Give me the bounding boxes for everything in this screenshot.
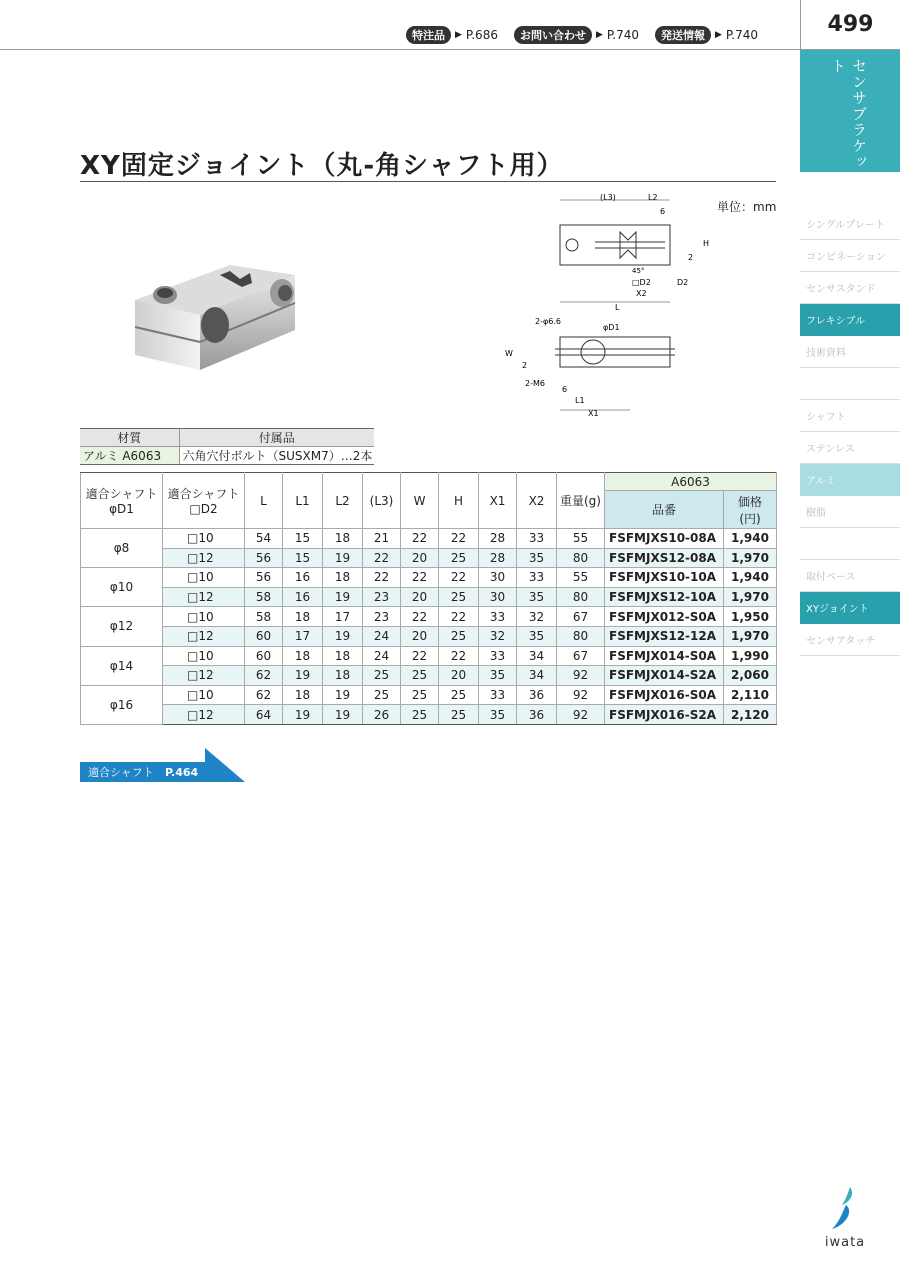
cell-price: 1,970 <box>724 626 777 646</box>
cell-value: 32 <box>479 626 517 646</box>
dim-2b: 2 <box>522 361 528 370</box>
dim-l1: L1 <box>575 396 585 405</box>
cell-value: 22 <box>439 568 479 588</box>
table-row <box>81 646 777 666</box>
sidenav-item[interactable]: アルミ <box>800 464 900 496</box>
cell-value: 58 <box>245 587 283 607</box>
cell-value: 19 <box>323 587 363 607</box>
cell-value: □12 <box>163 626 245 646</box>
cell-price: 1,940 <box>724 529 777 549</box>
cell-value: 80 <box>557 548 605 568</box>
col-w: W <box>401 473 439 529</box>
dim-l2: L2 <box>648 193 658 202</box>
cell-value: 35 <box>479 666 517 686</box>
cell-value: 20 <box>401 587 439 607</box>
company-logo <box>820 1185 870 1255</box>
technical-drawing-top <box>540 190 720 310</box>
sidenav-gap <box>800 528 900 560</box>
sidenav-item[interactable]: ステンレス <box>800 432 900 464</box>
cell-value: 19 <box>283 705 323 725</box>
cell-value: 30 <box>479 568 517 588</box>
cell-value: 17 <box>323 607 363 627</box>
cell-value: 24 <box>363 646 401 666</box>
cell-value: 36 <box>517 705 557 725</box>
cell-value: □10 <box>163 607 245 627</box>
cell-value: 26 <box>363 705 401 725</box>
cell-value: 23 <box>363 587 401 607</box>
cell-d1: φ12 <box>81 607 163 646</box>
cell-value: 21 <box>363 529 401 549</box>
cell-value: 62 <box>245 666 283 686</box>
cell-value: 36 <box>517 685 557 705</box>
ref-custom[interactable] <box>406 26 498 44</box>
dim-x1: X1 <box>588 409 599 418</box>
ref-page: P.686 <box>465 28 498 42</box>
cell-value: 33 <box>517 529 557 549</box>
dim-hole: 2-φ6.6 <box>535 317 561 326</box>
cell-value: 19 <box>323 548 363 568</box>
logo-text: iwata <box>824 1235 866 1250</box>
col-code: 品番 <box>605 491 724 529</box>
technical-drawing-side <box>500 312 700 422</box>
cell-code: FSFMJX016-S0A <box>605 685 724 705</box>
cell-value: 25 <box>439 685 479 705</box>
cell-d1: φ14 <box>81 646 163 685</box>
sidenav-item[interactable]: 取付ベース <box>800 560 900 592</box>
cell-value: 22 <box>439 607 479 627</box>
cell-value: 28 <box>479 529 517 549</box>
cell-value: 33 <box>517 568 557 588</box>
dim-l: L <box>615 303 620 310</box>
cell-value: 18 <box>283 685 323 705</box>
cell-value: □12 <box>163 548 245 568</box>
cell-value: 25 <box>439 548 479 568</box>
cell-price: 1,990 <box>724 646 777 666</box>
cell-value: 30 <box>479 587 517 607</box>
cell-value: 16 <box>283 587 323 607</box>
cell-value: 67 <box>557 607 605 627</box>
cell-code: FSFMJX014-S0A <box>605 646 724 666</box>
cell-value: 15 <box>283 548 323 568</box>
shaft-reference-banner[interactable] <box>80 748 245 782</box>
unit-label: 単位：mm <box>717 200 777 214</box>
table-row <box>81 607 777 627</box>
dim-d2: □D2 <box>632 278 651 287</box>
dim-l3: (L3) <box>600 193 616 202</box>
table-row <box>81 685 777 705</box>
cell-value: 23 <box>363 607 401 627</box>
cell-value: 19 <box>323 705 363 725</box>
cell-price: 1,950 <box>724 607 777 627</box>
cell-value: 35 <box>517 626 557 646</box>
table-row <box>81 587 777 607</box>
cell-value: □10 <box>163 685 245 705</box>
cell-value: □10 <box>163 646 245 666</box>
cell-code: FSFMJX014-S2A <box>605 666 724 686</box>
table-row <box>81 548 777 568</box>
cell-value: 22 <box>401 529 439 549</box>
sidenav-gap <box>800 368 900 400</box>
triangle-right-icon: ▶ <box>454 30 462 40</box>
cell-value: 34 <box>517 666 557 686</box>
cell-value: 56 <box>245 568 283 588</box>
cell-code: FSFMJX012-S0A <box>605 607 724 627</box>
cell-price: 2,120 <box>724 705 777 725</box>
cell-value: 22 <box>401 568 439 588</box>
col-weight: 重量(g) <box>557 473 605 529</box>
sidenav-item[interactable]: シングルプレート <box>800 208 900 240</box>
cell-value: 18 <box>323 646 363 666</box>
cell-value: 18 <box>283 607 323 627</box>
cell-value: 60 <box>245 626 283 646</box>
cell-code: FSFMJXS10-08A <box>605 529 724 549</box>
cell-code: FSFMJXS10-10A <box>605 568 724 588</box>
ref-inquiry[interactable] <box>514 26 639 44</box>
cell-value: 33 <box>479 646 517 666</box>
dim-m6: 2-M6 <box>525 379 545 388</box>
dim-45: 45° <box>632 267 645 275</box>
cell-value: 34 <box>517 646 557 666</box>
ref-badge: 特注品 <box>406 26 451 44</box>
cell-value: 80 <box>557 626 605 646</box>
triangle-right-icon: ▶ <box>714 30 722 40</box>
cell-d1: φ8 <box>81 529 163 568</box>
dim-6b: 6 <box>562 385 568 394</box>
cell-value: 92 <box>557 705 605 725</box>
cell-price: 2,060 <box>724 666 777 686</box>
cell-value: 35 <box>517 587 557 607</box>
cell-value: 22 <box>401 607 439 627</box>
cell-d1: φ10 <box>81 568 163 607</box>
cell-value: 22 <box>439 646 479 666</box>
cell-value: 24 <box>363 626 401 646</box>
cell-value: 20 <box>401 548 439 568</box>
table-row <box>81 626 777 646</box>
cell-price: 1,970 <box>724 548 777 568</box>
cell-value: 35 <box>479 705 517 725</box>
cell-value: 18 <box>323 666 363 686</box>
cell-value: 20 <box>401 626 439 646</box>
cell-value: 25 <box>401 666 439 686</box>
sidenav-item[interactable]: XYジョイント <box>800 592 900 624</box>
material-header: 材質 <box>80 429 179 447</box>
cell-value: □12 <box>163 587 245 607</box>
cell-value: 16 <box>283 568 323 588</box>
col-d2: 適合シャフト □D2 <box>163 473 245 529</box>
cell-value: 15 <box>283 529 323 549</box>
banner-label: 適合シャフト <box>88 766 154 779</box>
page-number: 499 <box>800 0 900 50</box>
accessory-value: 六角穴付ボルト（SUSXM7）…2本 <box>179 447 374 465</box>
cell-code: FSFMJXS12-10A <box>605 587 724 607</box>
cell-value: 58 <box>245 607 283 627</box>
cell-value: □10 <box>163 529 245 549</box>
sidenav-item[interactable]: センサアタッチ <box>800 624 900 656</box>
material-value: アルミ A6063 <box>80 447 179 465</box>
sidenav-item[interactable]: フレキシブル <box>800 304 900 336</box>
ref-badge: お問い合わせ <box>514 26 592 44</box>
col-l2: L2 <box>323 473 363 529</box>
cell-value: 20 <box>439 666 479 686</box>
cell-value: 92 <box>557 685 605 705</box>
product-photo <box>130 245 310 375</box>
cell-value: 25 <box>439 587 479 607</box>
triangle-right-icon: ▶ <box>595 30 603 40</box>
cell-price: 1,970 <box>724 587 777 607</box>
cell-value: 54 <box>245 529 283 549</box>
accessory-header: 付属品 <box>179 429 374 447</box>
cell-value: 22 <box>401 646 439 666</box>
cell-value: 56 <box>245 548 283 568</box>
cell-value: 22 <box>363 568 401 588</box>
table-row <box>81 705 777 725</box>
ref-shipping[interactable] <box>655 26 758 44</box>
col-x1: X1 <box>479 473 517 529</box>
table-row <box>81 666 777 686</box>
cell-value: 22 <box>363 548 401 568</box>
section-tab <box>800 50 900 172</box>
cell-code: FSFMJXS12-12A <box>605 626 724 646</box>
cell-value: 55 <box>557 568 605 588</box>
cell-value: 25 <box>363 685 401 705</box>
cell-value: 80 <box>557 587 605 607</box>
cell-price: 2,110 <box>724 685 777 705</box>
banner-page: P.464 <box>165 766 199 779</box>
dim-h: H <box>703 239 710 248</box>
cell-value: □10 <box>163 568 245 588</box>
cell-value: 19 <box>323 685 363 705</box>
cell-value: 19 <box>323 626 363 646</box>
cell-value: 25 <box>439 626 479 646</box>
cell-value: 19 <box>283 666 323 686</box>
title-divider <box>80 181 776 182</box>
reference-links <box>406 26 758 44</box>
col-material-group: A6063 <box>605 473 777 491</box>
material-table <box>80 428 374 465</box>
cell-value: 35 <box>517 548 557 568</box>
page-header <box>0 0 800 50</box>
cell-value: 60 <box>245 646 283 666</box>
cell-value: 33 <box>479 685 517 705</box>
cell-value: 17 <box>283 626 323 646</box>
sidenav-item[interactable]: シャフト <box>800 400 900 432</box>
ref-badge: 発送情報 <box>655 26 711 44</box>
col-x2: X2 <box>517 473 557 529</box>
cell-value: 25 <box>401 685 439 705</box>
dim-d1: φD1 <box>603 323 620 332</box>
dim-2: 2 <box>688 253 694 262</box>
cell-d1: φ16 <box>81 685 163 724</box>
dim-w: W <box>505 349 513 358</box>
col-l1: L1 <box>283 473 323 529</box>
ref-page: P.740 <box>725 28 758 42</box>
sidenav-item[interactable]: センサスタンド <box>800 272 900 304</box>
sidenav-item[interactable]: 技術資料 <box>800 336 900 368</box>
table-row <box>81 529 777 549</box>
ref-page: P.740 <box>606 28 639 42</box>
page-title: XY固定ジョイント（丸-角シャフト用） <box>80 151 564 181</box>
cell-price: 1,940 <box>724 568 777 588</box>
col-l: L <box>245 473 283 529</box>
cell-value: 62 <box>245 685 283 705</box>
dim-d2b: D2 <box>677 278 689 287</box>
cell-value: 22 <box>439 529 479 549</box>
cell-value: 33 <box>479 607 517 627</box>
cell-value: □12 <box>163 666 245 686</box>
cell-value: 25 <box>363 666 401 686</box>
cell-value: □12 <box>163 705 245 725</box>
cell-code: FSFMJXS12-08A <box>605 548 724 568</box>
section-tab-label: センサブラケット <box>829 58 868 170</box>
cell-value: 25 <box>401 705 439 725</box>
cell-value: 67 <box>557 646 605 666</box>
dim-6: 6 <box>660 207 666 216</box>
drop-logo-icon <box>820 1185 870 1235</box>
sidenav-item[interactable]: 樹脂 <box>800 496 900 528</box>
col-price: 価格 (円) <box>724 491 777 529</box>
cell-value: 92 <box>557 666 605 686</box>
col-h: H <box>439 473 479 529</box>
dim-x2: X2 <box>636 289 647 298</box>
col-d1: 適合シャフト φD1 <box>81 473 163 529</box>
cell-value: 18 <box>323 568 363 588</box>
cell-value: 55 <box>557 529 605 549</box>
cell-value: 18 <box>283 646 323 666</box>
sidenav-item[interactable]: コンビネーション <box>800 240 900 272</box>
cell-value: 25 <box>439 705 479 725</box>
cell-value: 64 <box>245 705 283 725</box>
cell-code: FSFMJX016-S2A <box>605 705 724 725</box>
side-navigation <box>800 208 900 656</box>
spec-table <box>80 472 777 725</box>
table-row <box>81 568 777 588</box>
cell-value: 28 <box>479 548 517 568</box>
cell-value: 32 <box>517 607 557 627</box>
col-l3: (L3) <box>363 473 401 529</box>
cell-value: 18 <box>323 529 363 549</box>
